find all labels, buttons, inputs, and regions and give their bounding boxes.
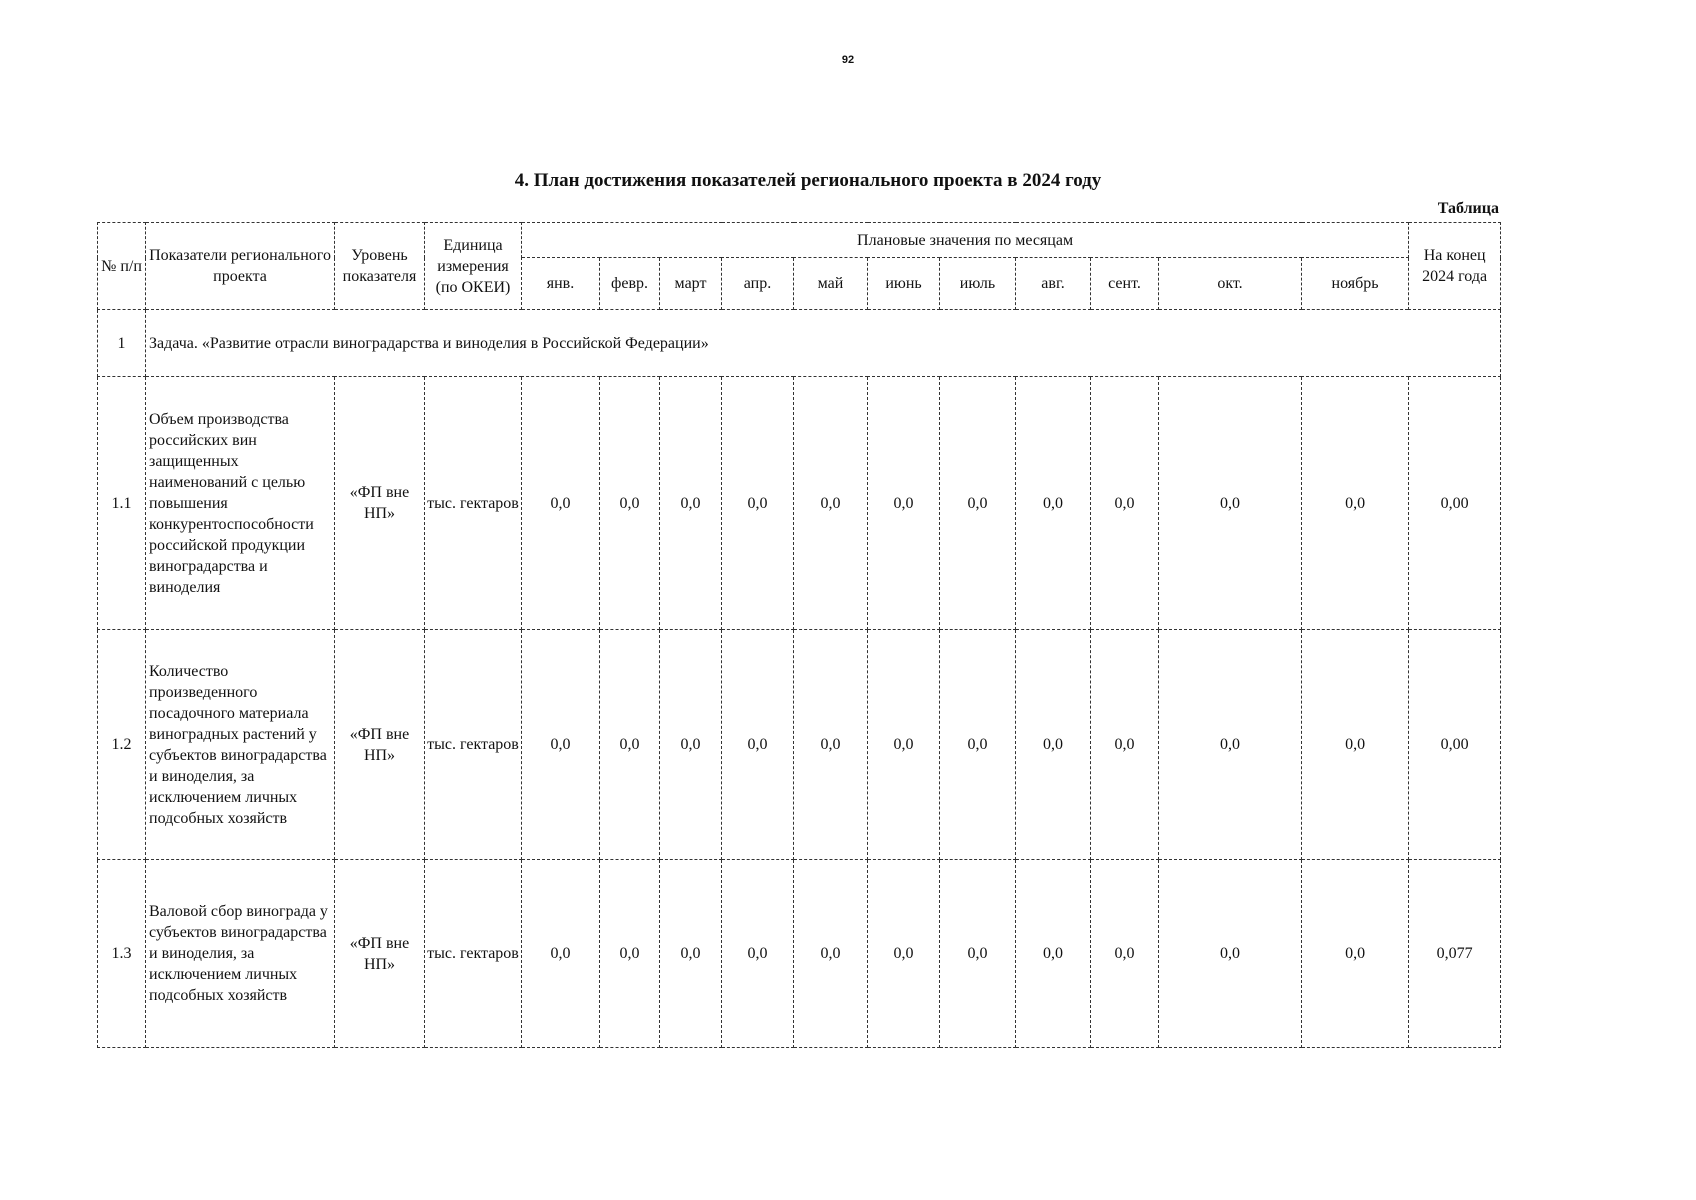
task-number: 1	[98, 310, 146, 377]
end-of-year-value: 0,00	[1409, 630, 1501, 860]
row-number: 1.3	[98, 860, 146, 1048]
document-title: 4. План достижения показателей регионального проекта в 2024 году	[514, 170, 1102, 191]
plan-table	[97, 222, 1501, 1048]
month-value: 0,0	[522, 377, 600, 630]
month-value: 0,0	[722, 630, 794, 860]
header-month: ноябрь	[1302, 258, 1409, 310]
header-month: апр.	[722, 258, 794, 310]
indicator-unit: тыс. гектаров	[425, 377, 522, 630]
header-month: февр.	[600, 258, 660, 310]
month-value: 0,0	[794, 377, 868, 630]
month-value: 0,0	[1159, 860, 1302, 1048]
header-month: сент.	[1091, 258, 1159, 310]
row-number: 1.1	[98, 377, 146, 630]
month-value: 0,0	[522, 630, 600, 860]
indicator-level: «ФП вне НП»	[335, 630, 425, 860]
end-of-year-value: 0,00	[1409, 377, 1501, 630]
header-month: янв.	[522, 258, 600, 310]
table-row	[98, 860, 1501, 1048]
header-num: № п/п	[98, 223, 146, 310]
month-value: 0,0	[940, 377, 1016, 630]
header-row-top	[98, 223, 1501, 258]
header-month: авг.	[1016, 258, 1091, 310]
indicator-name: Объем производства российских вин защищенных наименований с целью повышения конкурентоспособности российской продукции виноградарства и виноделия	[146, 377, 335, 630]
header-end-of-year: На конец 2024 года	[1409, 223, 1501, 310]
header-planned-values: Плановые значения по месяцам	[522, 223, 1409, 258]
month-value: 0,0	[1159, 377, 1302, 630]
month-value: 0,0	[1016, 630, 1091, 860]
month-value: 0,0	[722, 860, 794, 1048]
header-month: март	[660, 258, 722, 310]
table-row	[98, 377, 1501, 630]
header-month: май	[794, 258, 868, 310]
month-value: 0,0	[1091, 630, 1159, 860]
table-row	[98, 630, 1501, 860]
header-month: июль	[940, 258, 1016, 310]
month-value: 0,0	[1302, 860, 1409, 1048]
indicator-name: Валовой сбор винограда у субъектов виноградарства и виноделия, за исключением личных подсобных хозяйств	[146, 860, 335, 1048]
month-value: 0,0	[1091, 860, 1159, 1048]
month-value: 0,0	[794, 630, 868, 860]
indicator-unit: тыс. гектаров	[425, 630, 522, 860]
month-value: 0,0	[940, 860, 1016, 1048]
header-month: окт.	[1159, 258, 1302, 310]
header-indicators: Показатели регионального проекта	[146, 223, 335, 310]
month-value: 0,0	[1302, 630, 1409, 860]
month-value: 0,0	[1159, 630, 1302, 860]
month-value: 0,0	[868, 630, 940, 860]
month-value: 0,0	[660, 377, 722, 630]
indicator-unit: тыс. гектаров	[425, 860, 522, 1048]
header-unit: Единица измерения (по ОКЕИ)	[425, 223, 522, 310]
header-month: июнь	[868, 258, 940, 310]
task-row	[98, 310, 1501, 377]
month-value: 0,0	[794, 860, 868, 1048]
row-number: 1.2	[98, 630, 146, 860]
month-value: 0,0	[1016, 860, 1091, 1048]
month-value: 0,0	[1016, 377, 1091, 630]
month-value: 0,0	[1091, 377, 1159, 630]
month-value: 0,0	[722, 377, 794, 630]
month-value: 0,0	[600, 377, 660, 630]
month-value: 0,0	[522, 860, 600, 1048]
month-value: 0,0	[660, 860, 722, 1048]
month-value: 0,0	[868, 860, 940, 1048]
table-label: Таблица	[1437, 200, 1499, 217]
month-value: 0,0	[1302, 377, 1409, 630]
end-of-year-value: 0,077	[1409, 860, 1501, 1048]
month-value: 0,0	[940, 630, 1016, 860]
indicator-name: Количество произведенного посадочного материала виноградных растений у субъектов виноградарства и виноделия, за исключением личных подсобных хозяйств	[146, 630, 335, 860]
month-value: 0,0	[868, 377, 940, 630]
month-value: 0,0	[600, 630, 660, 860]
month-value: 0,0	[660, 630, 722, 860]
header-level: Уровень показателя	[335, 223, 425, 310]
page-number: 92	[841, 54, 855, 66]
task-title: Задача. «Развитие отрасли виноградарства и виноделия в Российской Федерации»	[146, 310, 1501, 377]
indicator-level: «ФП вне НП»	[335, 860, 425, 1048]
indicator-level: «ФП вне НП»	[335, 377, 425, 630]
month-value: 0,0	[600, 860, 660, 1048]
